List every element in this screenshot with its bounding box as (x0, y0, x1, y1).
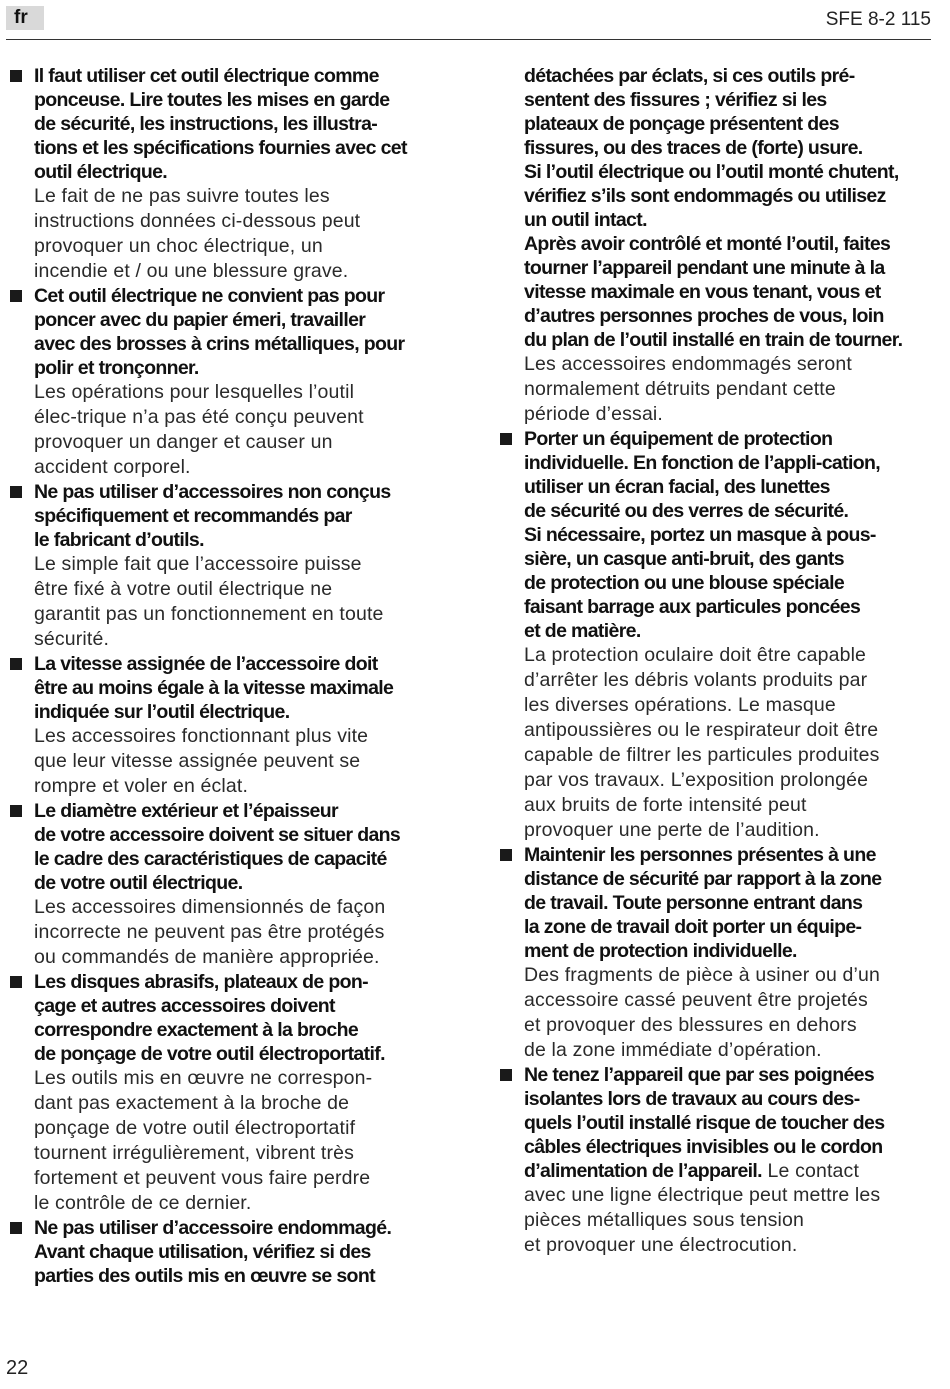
header-divider (6, 39, 931, 40)
warning-text-line: tourner l’appareil pendant une minute à la (524, 257, 885, 279)
warning-text-line: de votre accessoire doivent se situer dans (34, 824, 401, 846)
warning-text-line: Si l’outil électrique ou l’outil monté chutent, (524, 161, 899, 183)
warning-text-line: Les disques abrasifs, plateaux de pon- (34, 971, 368, 993)
warning-text-line: Cet outil électrique ne convient pas pour (34, 285, 385, 307)
warning-text-line: un outil intact. (524, 209, 647, 231)
safety-item (8, 799, 440, 970)
explanation-text-line: La protection oculaire doit être capable (524, 644, 867, 666)
explanation-text-line: que leur vitesse assignée peuvent se (34, 750, 361, 772)
explanation-text-line: Les accessoires dimensionnés de façon (34, 896, 386, 918)
safety-item (8, 480, 440, 652)
square-bullet-icon (10, 290, 22, 302)
explanation-text-line: provoquer une perte de l’audition. (524, 819, 820, 841)
explanation-text-line: accident corporel. (34, 456, 191, 478)
warning-text-line: spécifiquement et recommandés par (34, 505, 352, 527)
warning-text-line: ponceuse. Lire toutes les mises en garde (34, 89, 390, 111)
square-bullet-icon (10, 70, 22, 82)
explanation-text-line: fortement et peuvent vous faire perdre (34, 1167, 371, 1189)
explanation-text-line: élec-trique n’a pas été conçu peuvent (34, 406, 364, 428)
warning-text-line: de votre outil électrique. (34, 872, 243, 894)
warning-text-line: parties des outils mis en œuvre se sont (34, 1265, 375, 1287)
safety-item (498, 427, 934, 843)
explanation-text-line: Les opérations pour lesquelles l’outil (34, 381, 355, 403)
warning-text-line: distance de sécurité par rapport à la zone (524, 868, 882, 890)
warning-text-line: de ponçage de votre outil électroportatif. (34, 1043, 385, 1065)
warning-text-line: de sécurité, les instructions, les illustra- (34, 113, 378, 135)
document-code: SFE 8-2 115 (825, 9, 931, 30)
warning-text-line: câbles électriques invisibles ou le cordon (524, 1136, 883, 1158)
explanation-text-line: tournent irrégulièrement, vibrent très (34, 1142, 355, 1164)
explanation-text-line: le contrôle de ce dernier. (34, 1192, 252, 1214)
warning-text-line: ment de protection individuelle. (524, 940, 797, 962)
safety-item (8, 64, 440, 284)
warning-text-line: du plan de l’outil installé en train de tourner. (524, 329, 903, 351)
warning-text-line: la zone de travail doit porter un équipe- (524, 916, 862, 938)
safety-item (8, 652, 440, 799)
warning-text-line: de travail. Toute personne entrant dans (524, 892, 863, 914)
explanation-text-line: pièces métalliques sous tension (524, 1209, 804, 1231)
left-column (8, 64, 440, 1288)
warning-text-line: sière, un casque anti-bruit, des gants (524, 548, 844, 570)
explanation-text-line: avec une ligne électrique peut mettre les (524, 1184, 881, 1206)
warning-text-line: vérifiez s’ils sont endommagés ou utilisez (524, 185, 886, 207)
square-bullet-icon (10, 658, 22, 670)
explanation-text-line: garantit pas un fonctionnement en toute (34, 603, 384, 625)
explanation-text-line: Des fragments de pièce à usiner ou d’un (524, 964, 880, 986)
warning-text-line: plateaux de ponçage présentent des (524, 113, 839, 135)
explanation-text-line: et provoquer une électrocution. (524, 1234, 798, 1256)
explanation-text-line: incendie et / ou une blessure grave. (34, 260, 349, 282)
warning-text-line: outil électrique. (34, 161, 168, 183)
explanation-text-line: Les accessoires endommagés seront (524, 353, 852, 375)
warning-text-line: vitesse maximale en vous tenant, vous et (524, 281, 881, 303)
square-bullet-icon (10, 486, 22, 498)
warning-text-line: d’alimentation de l’appareil. Le contact (524, 1160, 860, 1182)
warning-text-line: être au moins égale à la vitesse maximale (34, 677, 394, 699)
explanation-text-line: être fixé à votre outil électrique ne (34, 578, 333, 600)
square-bullet-icon (10, 1222, 22, 1234)
warning-text-line: Il faut utiliser cet outil électrique comme (34, 65, 379, 87)
warning-text-line: avec des brosses à crins métalliques, pour (34, 333, 405, 355)
safety-item (8, 970, 440, 1216)
explanation-text-line: incorrecte ne peuvent pas être protégés (34, 921, 385, 943)
safety-item (8, 284, 440, 480)
explanation-text-line: accessoire cassé peuvent être projetés (524, 989, 868, 1011)
warning-text-line: polir et tronçonner. (34, 357, 199, 379)
square-bullet-icon (10, 805, 22, 817)
explanation-text-line: période d’essai. (524, 403, 663, 425)
explanation-text-line: provoquer un danger et causer un (34, 431, 333, 453)
warning-text-line: Si nécessaire, portez un masque à pous- (524, 524, 876, 546)
explanation-text-line: provoquer un choc électrique, un (34, 235, 323, 257)
explanation-text-line: sécurité. (34, 628, 110, 650)
square-bullet-icon (500, 849, 512, 861)
warning-text-line: tions et les spécifications fournies avec cet (34, 137, 407, 159)
explanation-text-line: ponçage de votre outil électroportatif (34, 1117, 356, 1139)
warning-text-line: Ne pas utiliser d’accessoire endommagé. (34, 1217, 392, 1239)
explanation-text-line: et provoquer des blessures en dehors (524, 1014, 857, 1036)
warning-text-line: détachées par éclats, si ces outils pré- (524, 65, 855, 87)
warning-text-line: correspondre exactement à la broche (34, 1019, 359, 1041)
warning-text-line: de protection ou une blouse spéciale (524, 572, 845, 594)
explanation-text: Le contact (761, 1160, 860, 1182)
warning-text-line: Après avoir contrôlé et monté l’outil, faites (524, 233, 891, 255)
explanation-text-line: dant pas exactement à la broche de (34, 1092, 350, 1114)
warning-text-line: fissures, ou des traces de (forte) usure. (524, 137, 863, 159)
warning-text-line: La vitesse assignée de l’accessoire doit (34, 653, 378, 675)
warning-text-line: faisant barrage aux particules poncées (524, 596, 861, 618)
warning-text-line: Le diamètre extérieur et l’épaisseur (34, 800, 338, 822)
warning-text-line: indiquée sur l’outil électrique. (34, 701, 290, 723)
warning-text-line: Maintenir les personnes présentes à une (524, 844, 876, 866)
warning-text-line: poncer avec du papier émeri, travailler (34, 309, 366, 331)
warning-text-line: de sécurité ou des verres de sécurité. (524, 500, 849, 522)
safety-item (498, 1063, 934, 1258)
page-header (0, 0, 950, 42)
warning-text-line: quels l’outil installé risque de toucher des (524, 1112, 885, 1134)
square-bullet-icon (500, 1069, 512, 1081)
warning-text-line: individuelle. En fonction de l’appli-cation, (524, 452, 881, 474)
warning-text-line: le fabricant d’outils. (34, 529, 204, 551)
warning-text-line: çage et autres accessoires doivent (34, 995, 335, 1017)
explanation-text-line: les diverses opérations. Le masque (524, 694, 836, 716)
explanation-text-line: par vos travaux. L’exposition prolongée (524, 769, 869, 791)
warning-text-line: Avant chaque utilisation, vérifiez si des (34, 1241, 371, 1263)
explanation-text-line: rompre et voler en éclat. (34, 775, 249, 797)
warning-text-line: d’autres personnes proches de vous, loin (524, 305, 884, 327)
safety-item (8, 1216, 440, 1288)
explanation-text-line: Le fait de ne pas suivre toutes les (34, 185, 330, 207)
explanation-text-line: instructions données ci-dessous peut (34, 210, 361, 232)
square-bullet-icon (10, 976, 22, 988)
explanation-text-line: normalement détruits pendant cette (524, 378, 836, 400)
warning-text-line: utiliser un écran facial, des lunettes (524, 476, 830, 498)
explanation-text-line: ou commandés de manière appropriée. (34, 946, 380, 968)
explanation-text-line: de la zone immédiate d’opération. (524, 1039, 822, 1061)
square-bullet-icon (500, 433, 512, 445)
warning-text-line: et de matière. (524, 620, 641, 642)
safety-item (498, 843, 934, 1063)
explanation-text-line: Les accessoires fonctionnant plus vite (34, 725, 369, 747)
explanation-text-line: Les outils mis en œuvre ne correspon- (34, 1067, 373, 1089)
explanation-text-line: capable de filtrer les particules produites (524, 744, 880, 766)
warning-text-line: Ne tenez l’appareil que par ses poignées (524, 1064, 875, 1086)
safety-item (498, 64, 934, 427)
explanation-text-line: d’arrêter les débris volants produits par (524, 669, 868, 691)
explanation-text-line: Le simple fait que l’accessoire puisse (34, 553, 362, 575)
warning-text-line: isolantes lors de travaux au cours des- (524, 1088, 860, 1110)
right-column (498, 64, 934, 1258)
warning-text-line: le cadre des caractéristiques de capacité (34, 848, 387, 870)
warning-text-line: sentent des fissures ; vérifiez si les (524, 89, 827, 111)
explanation-text-line: antipoussières ou le respirateur doit être (524, 719, 879, 741)
page-number: 22 (6, 1357, 29, 1379)
language-badge: fr (6, 6, 44, 30)
warning-text-line: Ne pas utiliser d’accessoires non conçus (34, 481, 391, 503)
explanation-text-line: aux bruits de forte intensité peut (524, 794, 807, 816)
warning-text-line: Porter un équipement de protection (524, 428, 833, 450)
